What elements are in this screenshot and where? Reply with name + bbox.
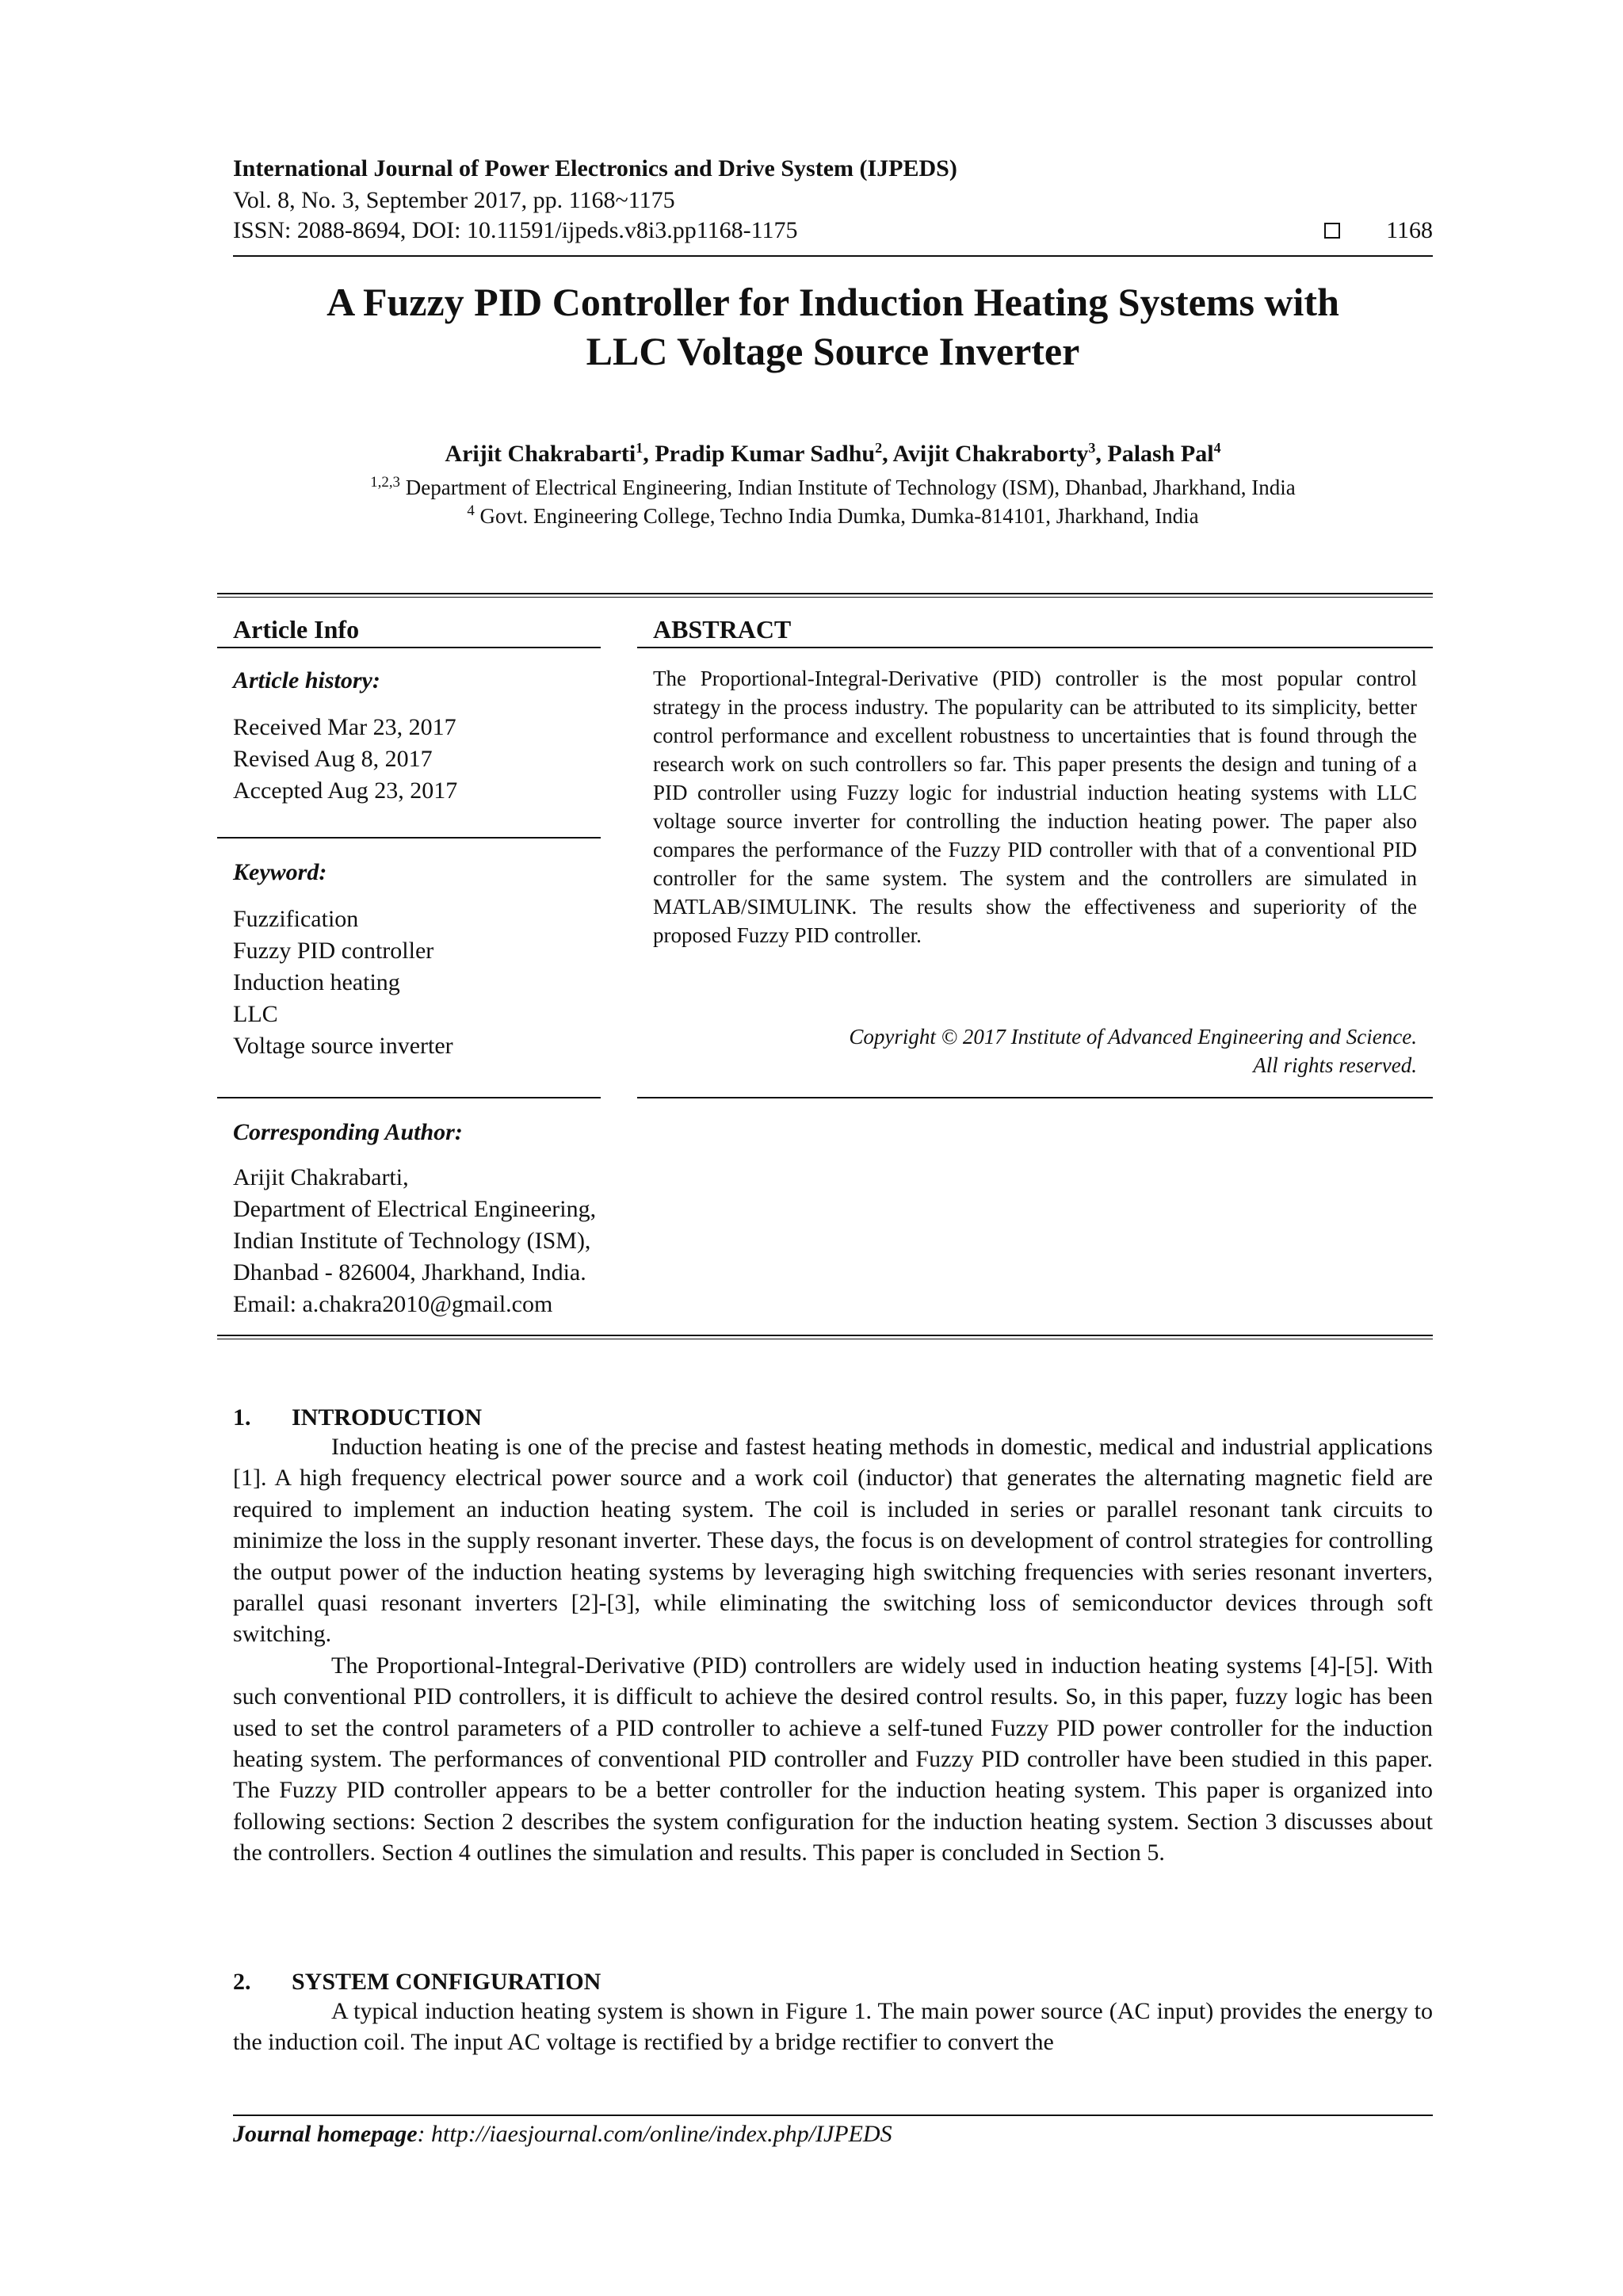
keyword-heading: Keyword:	[233, 859, 327, 885]
footer-label: Journal homepage	[233, 2121, 418, 2147]
corresponding-line: Indian Institute of Technology (ISM),	[233, 1228, 591, 1254]
keyword-item: Fuzzy PID controller	[233, 938, 434, 964]
keyword-divider	[217, 1097, 601, 1098]
corresponding-line: Department of Electrical Engineering,	[233, 1196, 597, 1222]
history-item: Received Mar 23, 2017	[233, 714, 456, 740]
paragraph: A typical induction heating system is shown in Figure 1. The main power source (AC input) provides the energy to the induction coil. The input AC voltage is rectified by a bridge rectifier to convert the	[233, 1998, 1433, 2056]
journal-issn-doi: ISSN: 2088-8694, DOI: 10.11591/ijpeds.v8i3.pp1168-1175	[233, 217, 798, 243]
journal-homepage	[233, 2121, 892, 2148]
section-number: 2.	[233, 1969, 251, 1995]
corresponding-line: Dhanbad - 826004, Jharkhand, India.	[233, 1259, 586, 1286]
header-divider	[233, 255, 1433, 257]
history-item: Accepted Aug 23, 2017	[233, 777, 458, 804]
corresponding-author	[233, 1162, 596, 1320]
system-configuration-body	[233, 1996, 1433, 2058]
author-name: Avijit Chakraborty	[892, 441, 1089, 467]
affiliation-sup: 1,2,3	[370, 474, 400, 491]
copyright-line-1: Copyright © 2017 Institute of Advanced Engineering and Science.	[849, 1025, 1417, 1049]
affiliation-text: Govt. Engineering College, Techno India Dumka, Dumka-814101, Jharkhand, India	[479, 504, 1199, 528]
author-name: Palash Pal	[1107, 441, 1214, 467]
keyword-list	[233, 904, 453, 1062]
abstract-heading: ABSTRACT	[653, 615, 792, 644]
page-number: 1168	[1386, 217, 1433, 243]
section-title: SYSTEM CONFIGURATION	[292, 1969, 601, 1995]
abstract-rule	[637, 647, 1433, 648]
paper-title	[233, 277, 1433, 376]
info-box-top-rule	[217, 593, 1433, 598]
title-line-2: LLC Voltage Source Inverter	[586, 329, 1080, 373]
paragraph: The Proportional-Integral-Derivative (PID) controllers are widely used in induction heating systems [4]-[5]. With such conventional PID controllers, it is difficult to achieve the desired control results. So, in this paper, fuzzy logic has been used to set the control parameters of a PID controller to achieve a self-tuned Fuzzy PID power controller for the induction heating system. The performances of conventional PID controller and Fuzzy PID controller have been studied in this paper. The Fuzzy PID controller appears to be a better controller for the induction heating system. This paper is organized into following sections: Section 2 describes the system configuration for the induction heating system. Section 3 discusses about the controllers. Section 4 outlines the simulation and results. This paper is concluded in Section 5.	[233, 1652, 1433, 1866]
author-sup: 3	[1088, 440, 1096, 456]
corresponding-heading: Corresponding Author:	[233, 1119, 463, 1145]
author-sup: 4	[1213, 440, 1221, 456]
keyword-item: Fuzzification	[233, 906, 359, 932]
author-sup: 1	[636, 440, 643, 456]
footer-url[interactable]: : http://iaesjournal.com/online/index.php/IJPEDS	[417, 2121, 892, 2147]
abstract-text: The Proportional-Integral-Derivative (PID) controller is the most popular control strategy in the process industry. The popularity can be attributed to its simplicity, better control performance and excellent robustness to uncertainties that is found through the research work on such controllers so far. This paper presents the design and tuning of a PID controller using Fuzzy logic for industrial induction heating systems with LLC voltage source inverter for controlling the induction heating power. The paper also compares the performance of the Fuzzy PID controller with that of a conventional PID controller for the same system. The system and the controllers are simulated in MATLAB/SIMULINK. The results show the effectiveness and superiority of the proposed Fuzzy PID controller.	[653, 667, 1417, 947]
page-number-block	[1324, 217, 1433, 244]
author-name: Pradip Kumar Sadhu	[655, 441, 876, 467]
affiliation-sup: 4	[467, 502, 475, 519]
article-info-rule	[217, 647, 601, 648]
author-sup: 2	[875, 440, 883, 456]
journal-name: International Journal of Power Electronics and Drive System (IJPEDS)	[233, 155, 957, 181]
section-title: INTRODUCTION	[292, 1404, 483, 1431]
section-number: 1.	[233, 1404, 251, 1431]
keyword-item: Voltage source inverter	[233, 1033, 453, 1059]
paragraph: Induction heating is one of the precise and fastest heating methods in domestic, medical and industrial applications [1]. A high frequency electrical power source and a work coil (inductor) that generates the alternating magnetic field are required to implement an induction heating system. The coil is included in series or parallel resonant tank circuits to minimize the loss in the supply resonant inverter. These days, the focus is on development of control strategies for controlling the output power of the induction heating systems by leveraging high switching frequencies with series resonant inverters, parallel quasi resonant inverters [2]-[3], while eliminating the switching loss of semiconductor devices through soft switching.	[233, 1434, 1433, 1648]
abstract-bottom-rule	[637, 1097, 1433, 1098]
info-box-bottom-rule	[217, 1335, 1433, 1339]
history-item: Revised Aug 8, 2017	[233, 746, 433, 772]
title-line-1: A Fuzzy PID Controller for Induction Heating Systems with	[327, 280, 1339, 324]
history-list	[233, 712, 457, 807]
copyright-notice	[653, 1022, 1417, 1079]
introduction-body	[233, 1431, 1433, 1869]
footer-divider	[233, 2115, 1433, 2116]
affiliation-1	[233, 476, 1433, 500]
copyright-line-2: All rights reserved.	[1253, 1053, 1417, 1077]
square-bullet-icon	[1324, 223, 1340, 239]
corresponding-line: Arijit Chakrabarti,	[233, 1164, 409, 1190]
corresponding-email: Email: a.chakra2010@gmail.com	[233, 1291, 553, 1317]
article-info-heading: Article Info	[233, 615, 360, 644]
keyword-item: LLC	[233, 1001, 278, 1027]
history-heading: Article history:	[233, 667, 380, 693]
section-heading-system-configuration	[233, 1969, 601, 1996]
author-name: Arijit Chakrabarti	[445, 441, 636, 467]
author-list: Arijit Chakrabarti$^1$, Pradip Kumar Sadhu$^2$, Avijit Chakraborty$^3$, Palash Pal$^4$	[445, 440, 1221, 467]
keyword-item: Induction heating	[233, 969, 400, 995]
section-heading-introduction	[233, 1404, 482, 1431]
journal-volume: Vol. 8, No. 3, September 2017, pp. 1168~1175	[233, 187, 675, 213]
affiliation-2	[233, 504, 1433, 529]
history-divider	[217, 837, 601, 839]
affiliation-text: Department of Electrical Engineering, Indian Institute of Technology (ISM), Dhanbad, Jharkhand, India	[405, 476, 1296, 499]
